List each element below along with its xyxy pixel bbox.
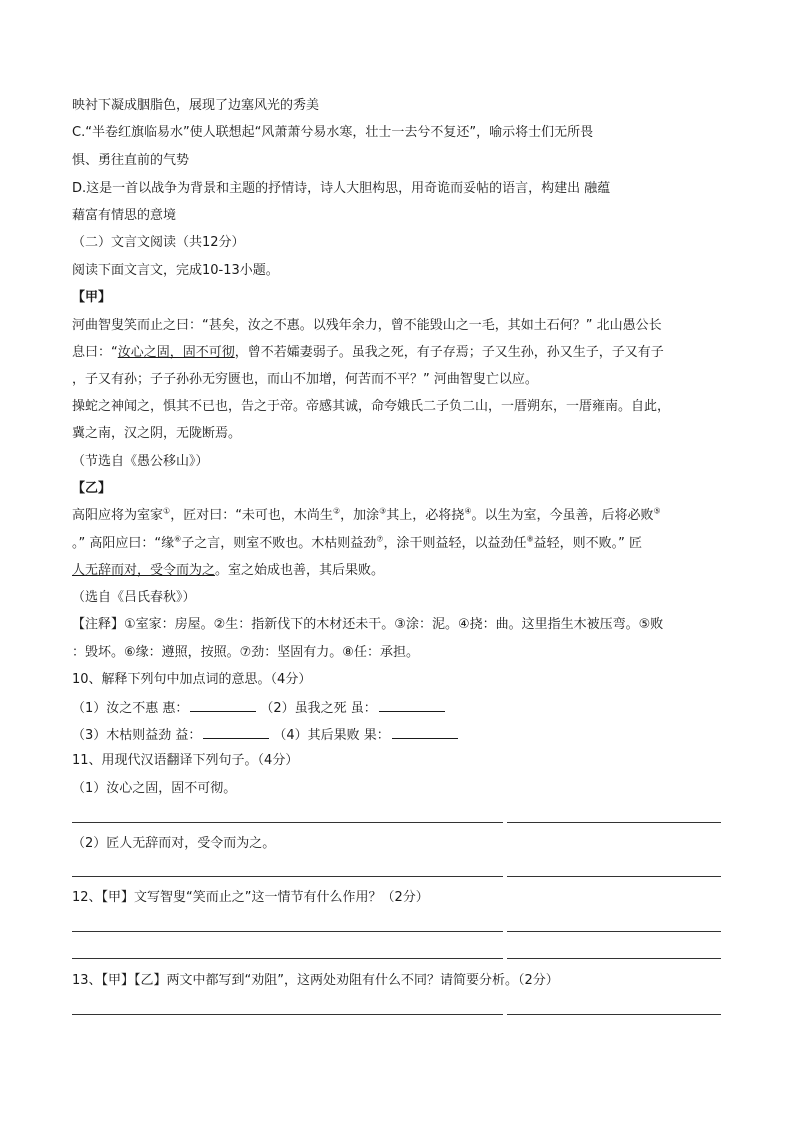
text-span: 。室之始成也善，其后果败。 — [215, 563, 385, 578]
answer-line[interactable] — [507, 1014, 721, 1015]
question-11-item-2: （2）匠人无辞而对，受令而为之。 — [72, 836, 276, 851]
question-10-items — [72, 697, 722, 719]
answer-line[interactable] — [507, 876, 721, 877]
text-span: ，匠对曰：“未可也，木尚生 — [170, 508, 333, 523]
text-line: 藉富有情思的意境 — [72, 208, 177, 223]
text-span: 益轻，则不败。” 匠 — [533, 536, 643, 551]
q10-item-3: （3）木枯则益劲 益： — [72, 728, 202, 743]
passage-label-jia: 【甲】 — [72, 290, 112, 305]
text-span: ，加涂 — [340, 508, 380, 523]
answer-line[interactable] — [72, 876, 503, 877]
answer-blank[interactable] — [392, 724, 458, 739]
text-span: 子之言，则室不败也。木枯则益劲 — [181, 536, 377, 551]
passage-jia-line: 河曲智叟笑而止之曰：“甚矣，汝之不惠。以残年余力，曾不能毁山之一毛，其如土石何？” 北山愚公长 — [72, 318, 662, 333]
q10-item-1: （1）汝之不惠 惠： — [72, 701, 189, 716]
text-span: 。” 高阳应曰：“缘 — [72, 536, 175, 551]
q10-item-2: （2）虽我之死 虽： — [260, 701, 377, 716]
question-10-items — [72, 724, 722, 746]
text-line: 惧、勇往直前的气势 — [72, 153, 190, 168]
answer-blank[interactable] — [190, 697, 256, 712]
footnote-mark: ⑦ — [376, 534, 384, 544]
text-span: 息曰：“ — [72, 345, 118, 360]
answer-line[interactable] — [72, 958, 503, 959]
footnote-mark: ① — [163, 506, 171, 516]
question-11: 11、用现代汉语翻译下列句子。（4分） — [72, 753, 299, 768]
footnote-mark: ③ — [379, 506, 387, 516]
footnote-mark: ⑥ — [174, 534, 182, 544]
question-10: 10、解释下列句中加点词的意思。（4分） — [72, 672, 312, 687]
text-span: ，曾不若孀妻弱子。虽我之死，有子存焉；子又生孙，孙又生子，子又有子 — [234, 345, 664, 360]
passage-yi-line — [72, 506, 722, 526]
answer-line[interactable] — [507, 822, 721, 823]
passage-jia-line: ，子又有孙；子子孙孙无穷匮也，而山不加增，何苦而不平？” 河曲智叟亡以应。 — [72, 372, 538, 387]
text-line: 映衬下凝成胭脂色，展现了边塞风光的秀美 — [72, 98, 320, 113]
option-d: D.这是一首以战争为背景和主题的抒情诗，诗人大胆构思，用奇诡而妥帖的语言，构建出 融蕴 — [72, 181, 611, 196]
footnote-mark: ④ — [464, 506, 472, 516]
question-12: 12、【甲】文写智叟“笑而止之”这一情节有什么作用？（2分） — [72, 890, 429, 905]
source-citation: （选自《吕氏春秋》） — [72, 590, 196, 605]
text-span: 。以生为室，今虽善，后将必败 — [471, 508, 654, 523]
annotation-line: 【注释】①室家：房屋。②生：指新伐下的木材还未干。③涂：泥。④挠：曲。这里指生木被压弯。⑤败 — [72, 617, 664, 632]
text-span: ，涂干则益轻，以益劲任 — [383, 536, 527, 551]
question-11-item-1: （1）汝心之固，固不可彻。 — [72, 781, 237, 796]
answer-line[interactable] — [507, 931, 721, 932]
underlined-sentence: 汝心之固，固不可彻 — [117, 345, 235, 360]
q10-item-4: （4）其后果败 果： — [273, 728, 390, 743]
option-c: C.“半卷红旗临易水”使人联想起“风萧萧兮易水寒，壮士一去兮不复还”，喻示将士们无所畏 — [72, 125, 594, 140]
passage-yi-line — [72, 534, 722, 554]
section-heading: （二）文言文阅读（共12分） — [72, 235, 245, 250]
source-citation: （节选自《愚公移山》） — [72, 454, 209, 469]
instruction: 阅读下面文言文，完成10-13小题。 — [72, 263, 279, 278]
question-13: 13、【甲】【乙】两文中都写到“劝阻”，这两处劝阻有什么不同？请简要分析。（2分） — [72, 973, 559, 988]
answer-blank[interactable] — [203, 724, 269, 739]
answer-blank[interactable] — [379, 697, 445, 712]
answer-line[interactable] — [72, 822, 503, 823]
passage-jia-line: 操蛇之神闻之，惧其不已也，告之于帝。帝感其诚，命夸娥氏二子负二山，一厝朔东，一厝雍南。自此， — [72, 399, 671, 414]
passage-label-yi: 【乙】 — [72, 481, 112, 496]
text-span: 其上，必将挠 — [386, 508, 465, 523]
passage-jia-line — [72, 343, 722, 363]
annotation-line: ：毁坏。⑥缘：遵照，按照。⑦劲：坚固有力。⑧任：承担。 — [72, 645, 419, 660]
answer-line[interactable] — [72, 931, 503, 932]
answer-line[interactable] — [507, 958, 721, 959]
passage-jia-line: 冀之南，汉之阴，无陇断焉。 — [72, 426, 242, 441]
footnote-mark: ⑧ — [526, 534, 534, 544]
underlined-sentence: 人无辞而对，受令而为之 — [72, 563, 216, 578]
text-span: 高阳应将为室家 — [72, 508, 164, 523]
answer-line[interactable] — [72, 1014, 503, 1015]
footnote-mark: ② — [332, 506, 341, 516]
passage-yi-line — [72, 561, 722, 581]
footnote-mark: ⑤ — [653, 506, 661, 516]
